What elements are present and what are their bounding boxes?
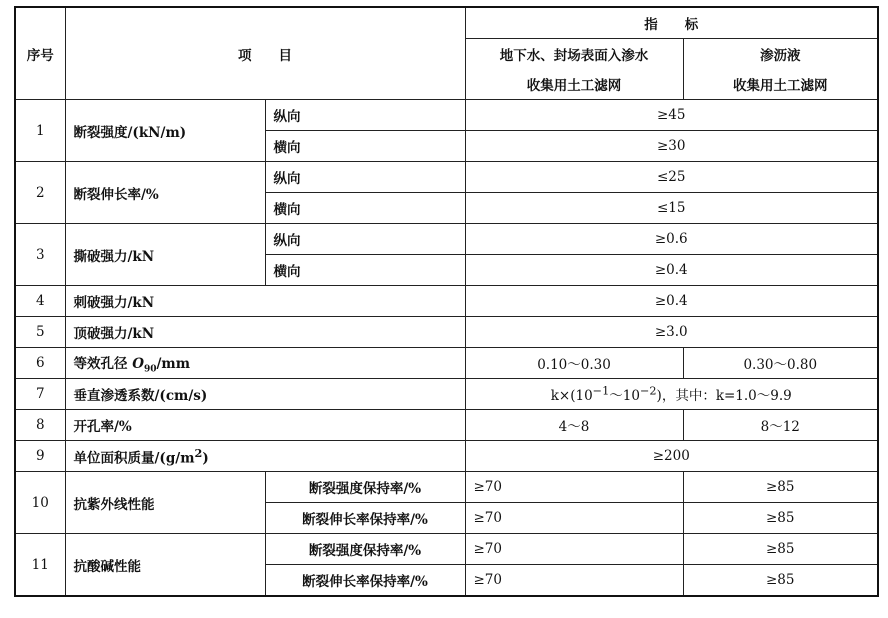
row-number: 10	[15, 472, 65, 534]
row-value: ≥0.6	[465, 224, 878, 255]
table-row	[15, 286, 878, 317]
row-value-leachate: ≥85	[683, 565, 878, 597]
table-row	[15, 441, 878, 472]
row-item: 断裂伸长率/%	[65, 162, 265, 224]
row-value-leachate: ≥85	[683, 503, 878, 534]
row-number: 5	[15, 317, 65, 348]
row-value	[465, 379, 878, 410]
header-groundwater-line1: 地下水、封场表面入渗水	[465, 39, 683, 70]
header-indicator: 指 标	[465, 7, 878, 39]
row-value: ≤15	[465, 193, 878, 224]
row-value-groundwater: 4～8	[465, 410, 683, 441]
row-item: 刺破强力/kN	[65, 286, 465, 317]
row-value-leachate: 0.30～0.80	[683, 348, 878, 379]
row-number: 11	[15, 534, 65, 597]
row-value-groundwater: ≥70	[465, 472, 683, 503]
row-item: 顶破强力/kN	[65, 317, 465, 348]
row-value: ≥200	[465, 441, 878, 472]
row-item: 撕破强力/kN	[65, 224, 265, 286]
item-text: )	[202, 450, 209, 467]
row-number: 6	[15, 348, 65, 379]
row-direction: 纵向	[265, 162, 465, 193]
row-direction: 横向	[265, 193, 465, 224]
row-value-groundwater: ≥70	[465, 503, 683, 534]
row-value: ≥45	[465, 100, 878, 131]
row-value: ≥3.0	[465, 317, 878, 348]
row-item: 抗酸碱性能	[65, 534, 265, 597]
table-row	[15, 379, 878, 410]
row-sub-label: 断裂伸长率保持率/%	[265, 565, 465, 597]
row-sub-label: 断裂伸长率保持率/%	[265, 503, 465, 534]
table-row	[15, 348, 878, 379]
row-direction: 横向	[265, 255, 465, 286]
value-part: k×(10	[550, 388, 593, 404]
row-value-groundwater: ≥70	[465, 534, 683, 565]
header-item: 项 目	[65, 7, 465, 100]
table-row	[15, 317, 878, 348]
header-groundwater-line2: 收集用土工滤网	[465, 69, 683, 100]
table-row	[15, 472, 878, 503]
row-value: ≥30	[465, 131, 878, 162]
value-exponent: −2	[639, 384, 657, 398]
item-symbol: O	[132, 355, 144, 372]
table-row	[15, 100, 878, 131]
header-leachate-line2: 收集用土工滤网	[683, 69, 878, 100]
table-row	[15, 534, 878, 565]
row-number: 9	[15, 441, 65, 472]
row-item: 开孔率/%	[65, 410, 465, 441]
header-index: 序号	[15, 7, 65, 100]
row-item	[65, 348, 465, 379]
row-direction: 横向	[265, 131, 465, 162]
row-value: ≥0.4	[465, 286, 878, 317]
row-value-groundwater: 0.10～0.30	[465, 348, 683, 379]
row-item: 抗紫外线性能	[65, 472, 265, 534]
row-value-groundwater: ≥70	[465, 565, 683, 597]
row-item	[65, 441, 465, 472]
table-row	[15, 224, 878, 255]
row-number: 3	[15, 224, 65, 286]
row-value: ≥0.4	[465, 255, 878, 286]
value-part: )，其中：k=1.0～9.9	[656, 388, 792, 404]
row-sub-label: 断裂强度保持率/%	[265, 472, 465, 503]
header-row-1	[15, 7, 878, 39]
row-direction: 纵向	[265, 100, 465, 131]
row-value-leachate: 8～12	[683, 410, 878, 441]
table-row	[15, 162, 878, 193]
row-number: 8	[15, 410, 65, 441]
value-exponent: −1	[592, 384, 610, 398]
table-row	[15, 410, 878, 441]
spec-table-container	[14, 6, 879, 597]
row-value-leachate: ≥85	[683, 534, 878, 565]
row-number: 4	[15, 286, 65, 317]
row-item: 断裂强度/(kN/m)	[65, 100, 265, 162]
row-value: ≤25	[465, 162, 878, 193]
row-number: 1	[15, 100, 65, 162]
item-text: 等效孔径	[73, 355, 133, 372]
row-number: 7	[15, 379, 65, 410]
item-subscript: 90	[143, 364, 157, 375]
row-item: 垂直渗透系数/(cm/s)	[65, 379, 465, 410]
geotextile-filter-spec-table	[14, 6, 879, 597]
row-direction: 纵向	[265, 224, 465, 255]
row-number: 2	[15, 162, 65, 224]
row-sub-label: 断裂强度保持率/%	[265, 534, 465, 565]
item-superscript: 2	[194, 445, 203, 460]
value-part: ～10	[609, 388, 640, 404]
header-leachate-line1: 渗沥液	[683, 39, 878, 70]
item-unit: /mm	[156, 355, 190, 372]
item-text: 单位面积质量/(g/m	[73, 450, 195, 467]
row-value-leachate: ≥85	[683, 472, 878, 503]
